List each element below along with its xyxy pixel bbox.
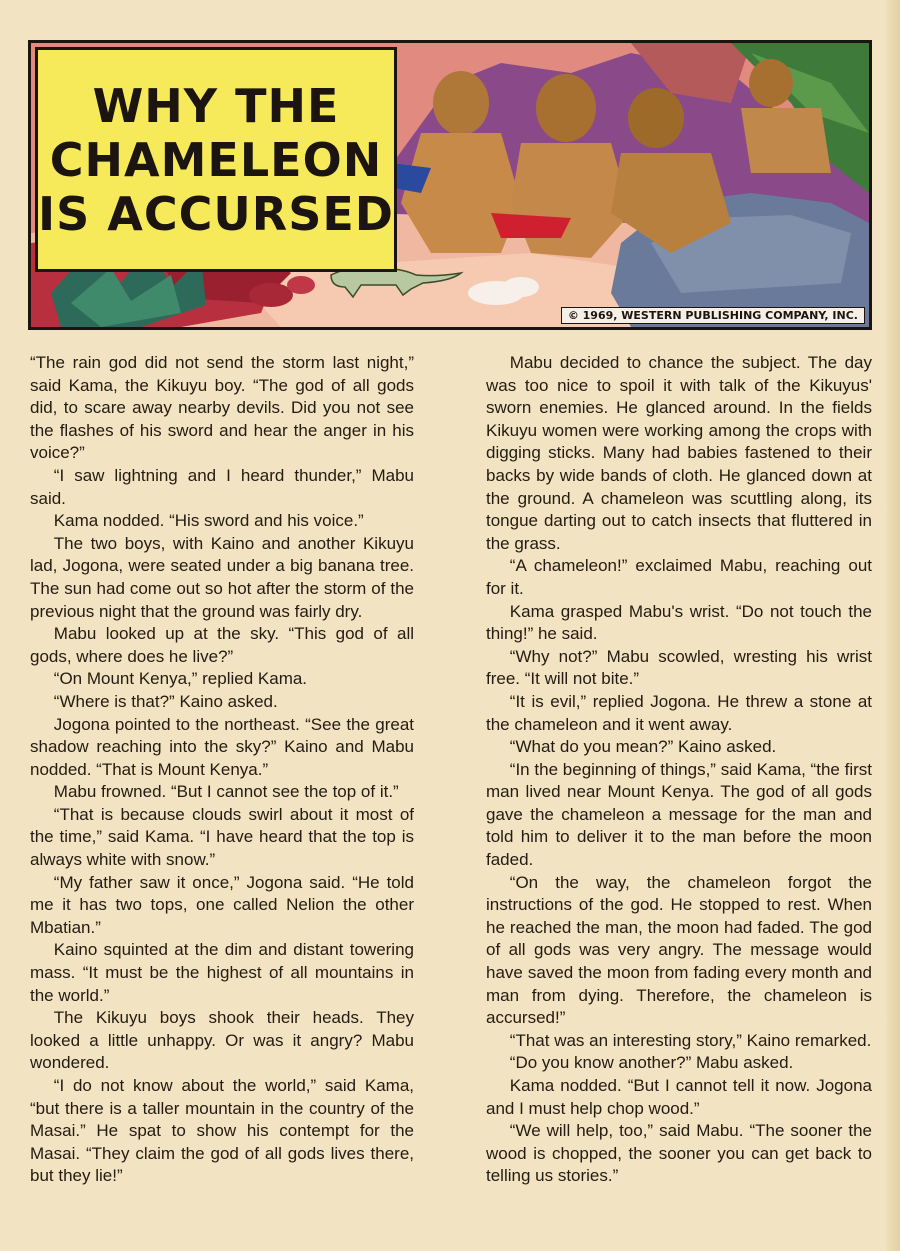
story-paragraph: Kaino squinted at the dim and distant towering mass. “It must be the highest of all mountains in the world.” bbox=[30, 940, 414, 1005]
story-paragraph: “I do not know about the world,” said Kama, “but there is a taller mountain in the country of the Masai.” He spat to show his contempt for the Masai. “They claim the god of all gods lives there, but they lie!” bbox=[30, 1076, 414, 1186]
story-paragraph: The Kikuyu boys shook their heads. They looked a little unhappy. Or was it angry? Mabu wondered. bbox=[30, 1008, 414, 1073]
story-paragraph: “That was an interesting story,” Kaino remarked. bbox=[509, 1030, 872, 1050]
story-paragraph: “The rain god did not send the storm last night,” said Kama, the Kikuyu boy. “The god of all gods did, to scare away nearby devils. Did you not see the flashes of his sword and hear the anger in his voice?” bbox=[30, 353, 414, 463]
story-paragraph: Mabu frowned. “But I cannot see the top of it.” bbox=[53, 782, 399, 802]
story-paragraph: “We will help, too,” said Mabu. “The sooner the wood is chopped, the sooner you can get back to telling us stories.” bbox=[486, 1121, 872, 1186]
story-paragraph: “My father saw it once,” Jogona said. “He told me it has two tops, one called Nelion the other Mbatian.” bbox=[30, 872, 414, 937]
story-paragraph: “It is evil,” replied Jogona. He threw a stone at the chameleon and it went away. bbox=[486, 691, 872, 734]
page-edge bbox=[886, 0, 900, 1251]
story-paragraph: “I saw lightning and I heard thunder,” Mabu said. bbox=[30, 465, 414, 508]
story-paragraph: Mabu decided to chance the subject. The day was too nice to spoil it with talk of the Kikuyus' sworn enemies. He glanced around. In the fields Kikuyu women were working among the crops with digging sticks. Many had babies fastened to their backs by wide bands of cloth. He glanced down at the ground. A chameleon was scuttling along, its tongue darting out to catch insects that fluttered in the grass. bbox=[486, 353, 872, 553]
header-illustration-panel bbox=[28, 40, 872, 330]
story-left-column bbox=[30, 352, 414, 1188]
story-paragraph: “What do you mean?” Kaino asked. bbox=[509, 737, 777, 757]
story-title-line: IS ACCURSED bbox=[38, 186, 394, 241]
story-paragraph: “A chameleon!” exclaimed Mabu, reaching out for it. bbox=[486, 556, 872, 598]
story-paragraph: “That is because clouds swirl about it most of the time,” said Kama. “I have heard that the top is always white with snow.” bbox=[30, 804, 414, 870]
story-paragraph: “On the way, the chameleon forgot the instructions of the god. He stopped to rest. When he reached the man, the moon had faded. The god of all gods was very angry. The message would have saved the moon from fading every month and man from dying. Therefore, the chameleon is accursed!” bbox=[486, 872, 872, 1028]
story-paragraph: The two boys, with Kaino and another Kikuyu lad, Jogona, were seated under a big banana tree. The sun had come out so hot after the storm of the previous night that the ground was fairly dry. bbox=[30, 533, 414, 621]
story-paragraph: “Where is that?” Kaino asked. bbox=[53, 691, 278, 711]
copyright-notice: © 1969, WESTERN PUBLISHING COMPANY, INC. bbox=[561, 307, 865, 324]
story-paragraph: “Do you know another?” Mabu asked. bbox=[509, 1053, 794, 1073]
story-paragraph: Kama nodded. “His sword and his voice.” bbox=[53, 511, 364, 531]
story-paragraph: Jogona pointed to the northeast. “See the great shadow reaching into the sky?” Kaino and Mabu nodded. “That is Mount Kenya.” bbox=[30, 714, 414, 779]
story-paragraph: “In the beginning of things,” said Kama, “the first man lived near Mount Kenya. The god of all gods gave the chameleon a message for the man and told him to deliver it to the man before the moon faded. bbox=[486, 759, 872, 870]
story-right-column bbox=[486, 352, 872, 1188]
story-paragraph: “Why not?” Mabu scowled, wresting his wrist free. “It will not bite.” bbox=[486, 646, 872, 689]
title-box bbox=[35, 47, 397, 272]
story-paragraph: “On Mount Kenya,” replied Kama. bbox=[53, 669, 308, 689]
story-paragraph: Kama grasped Mabu's wrist. “Do not touch the thing!” he said. bbox=[486, 601, 872, 644]
story-title-line: CHAMELEON bbox=[49, 132, 383, 187]
story-title-line: WHY THE bbox=[92, 78, 340, 133]
story-paragraph: Kama nodded. “But I cannot tell it now. Jogona and I must help chop wood.” bbox=[486, 1076, 872, 1118]
story-paragraph: Mabu looked up at the sky. “This god of all gods, where does he live?” bbox=[30, 624, 414, 666]
